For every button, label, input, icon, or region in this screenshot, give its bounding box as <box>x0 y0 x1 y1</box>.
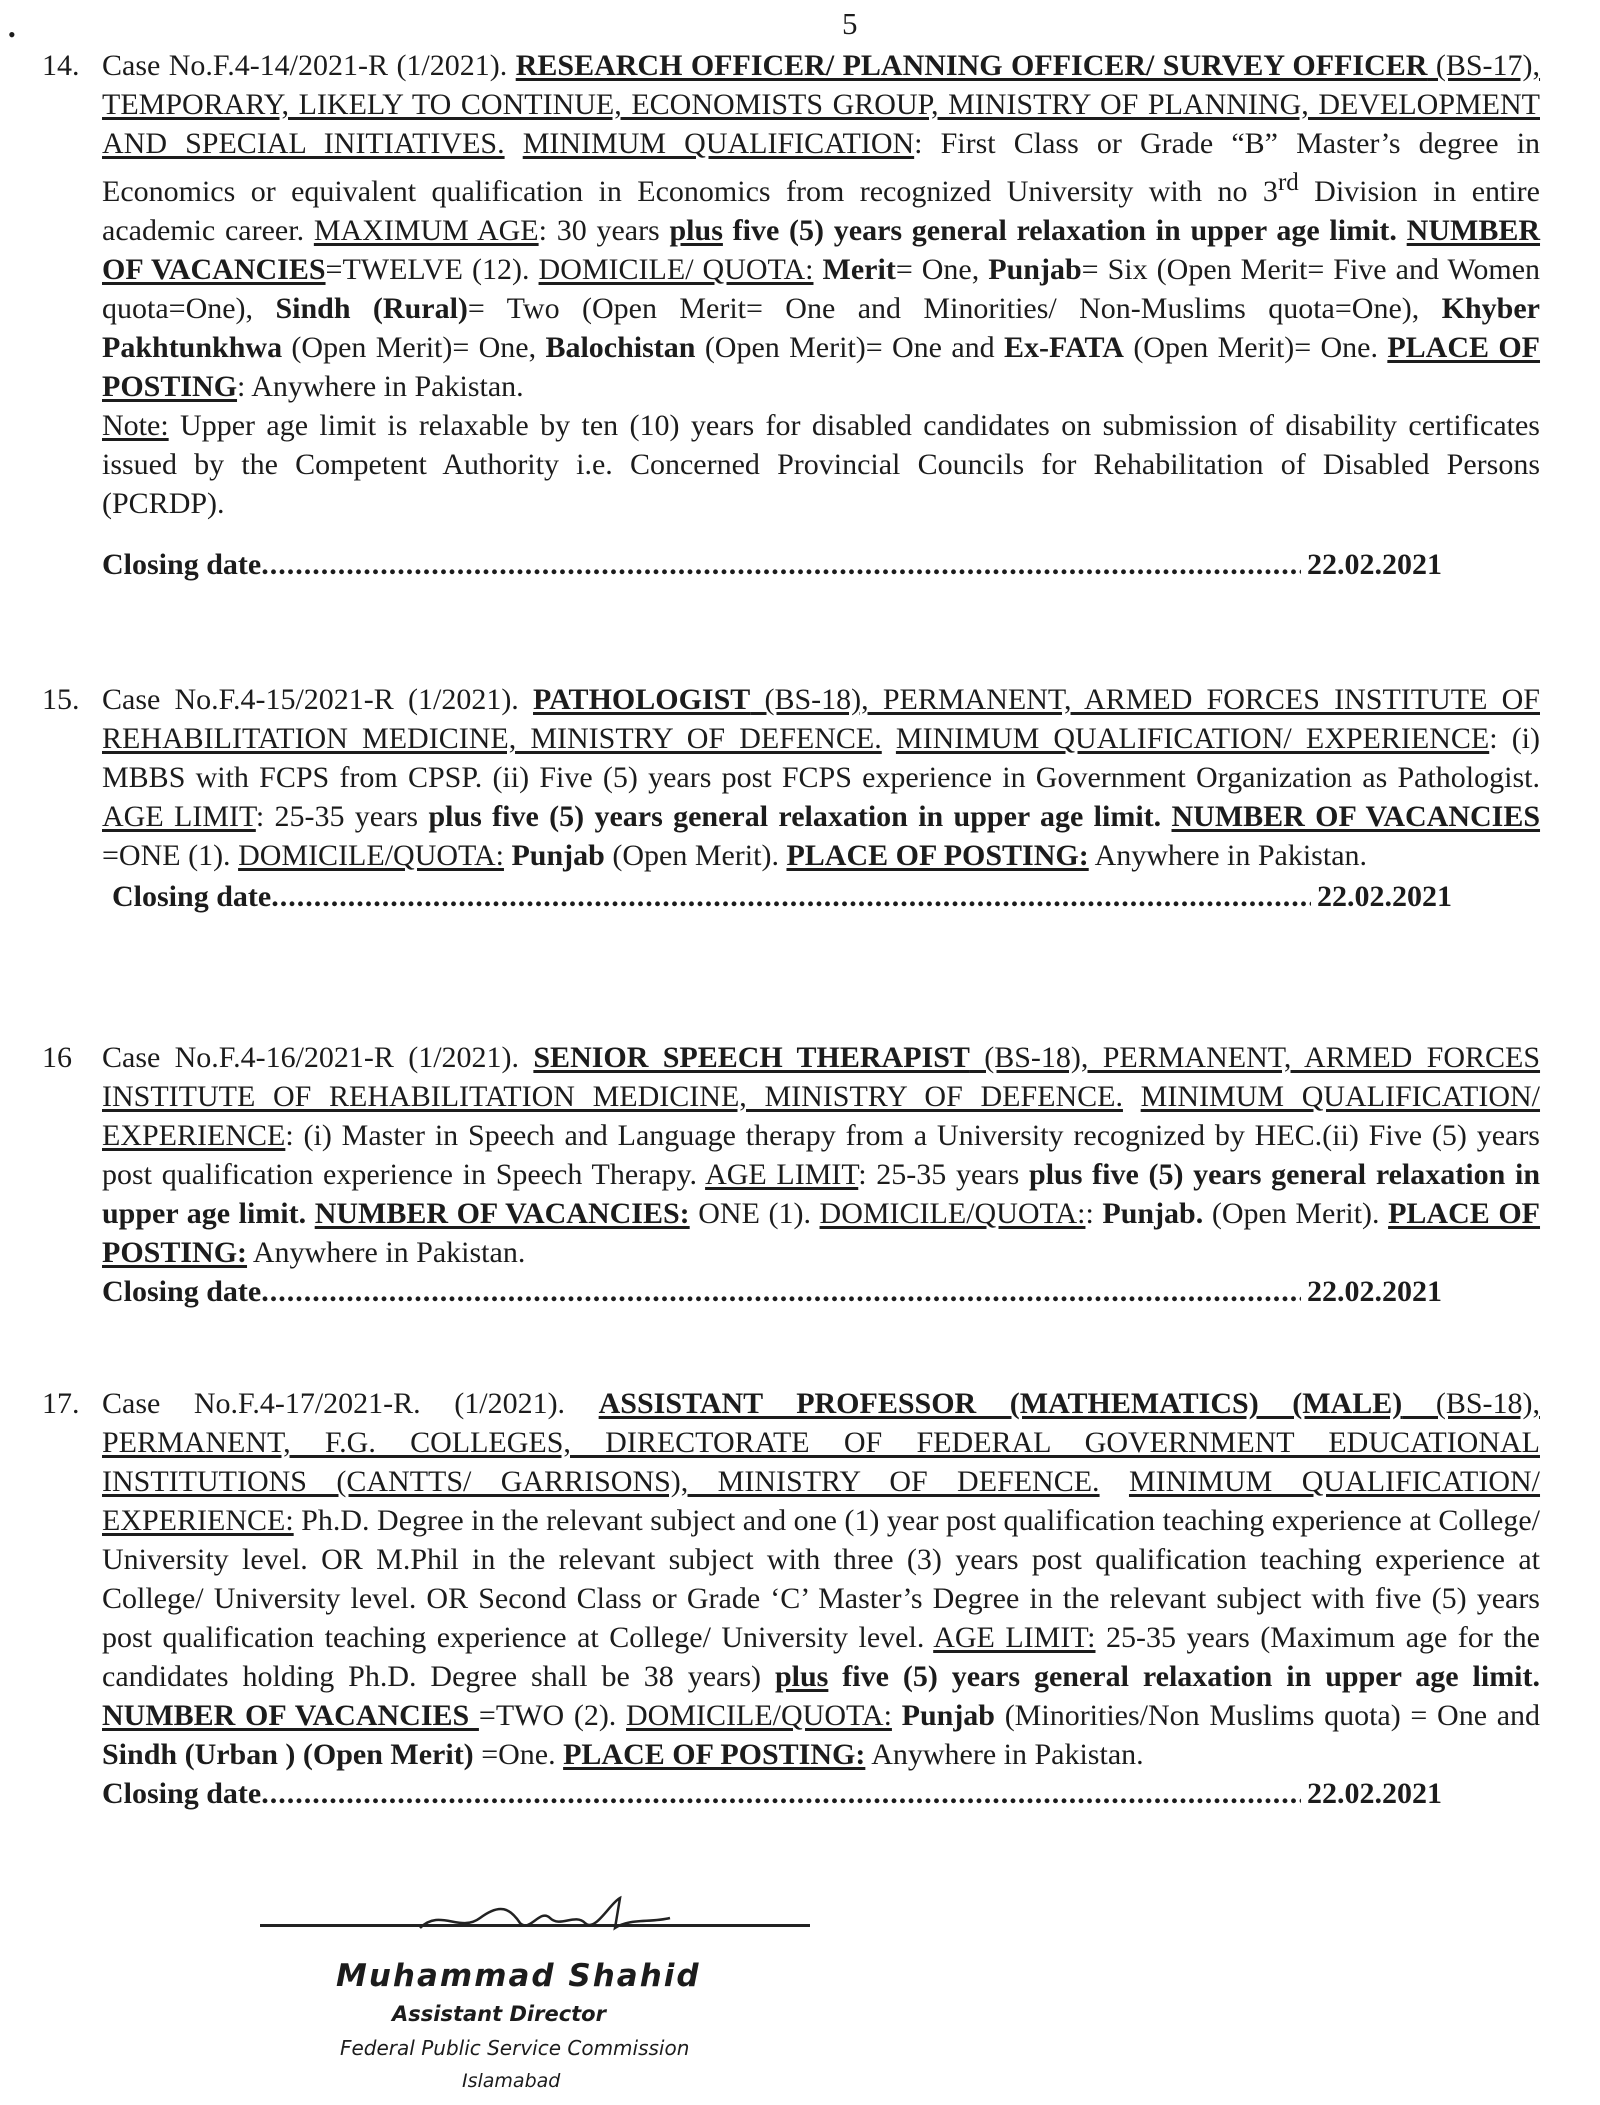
post-title: PATHOLOGIST <box>533 683 751 716</box>
case-number: 14. <box>42 49 80 82</box>
note-label: Note: <box>102 409 169 442</box>
post-details: (BS-18), PERMANENT, F.G. COLLEGES, DIRECTORATE OF FEDERAL GOVERNMENT EDUCATIONAL INSTITUTIONS (CANTTS/ GARRISONS), MINISTRY OF DEFENCE. <box>102 1387 1540 1498</box>
closing-date: 22.02.2021 <box>1307 1777 1442 1810</box>
domicile-label: DOMICILE/QUOTA: <box>819 1197 1086 1230</box>
age-label: AGE LIMIT <box>102 800 256 833</box>
age-label: MAXIMUM AGE <box>313 214 539 247</box>
signature-line <box>260 1924 810 1927</box>
case-number: 16 <box>42 1041 72 1074</box>
page-number: 5 <box>842 6 858 41</box>
case-ref: Case No.F.4-14/2021-R (1/2021). <box>102 49 508 82</box>
domicile-key: Khyber Pakhtunkhwa <box>102 292 1540 364</box>
signatory-name: Muhammad Shahid <box>336 1958 701 1994</box>
vacancies-text: =TWELVE (12). <box>325 253 530 286</box>
closing-date: 22.02.2021 <box>1317 880 1452 913</box>
plus-word: plus <box>669 214 723 247</box>
post-title: SENIOR SPEECH THERAPIST <box>533 1041 970 1074</box>
qual-label: MINIMUM QUALIFICATION/ EXPERIENCE: <box>102 1465 1541 1537</box>
closing-label: Closing date <box>102 1275 262 1308</box>
leader-dots <box>271 877 1311 916</box>
case-body: Case No.F.4-16/2021-R (1/2021). SENIOR SPEECH THERAPIST (BS-18), PERMANENT, ARMED FORCES INSTITUTE OF REHABILITATION MEDICINE, MINISTRY OF DEFENCE. MINIMUM QUALIFICATION/ EXPERIENCE: (i) Master in Speech and Language therapy from a University recognized by HEC.(ii) Five (5) years post qualification experience in Speech Therapy. AGE LIMIT: 25-35 years plus five (5) years general relaxation in upper age limit. NUMBER OF VACANCIES: ONE (1). DOMICILE/QUOTA:: Punjab. (Open Merit). PLACE OF POSTING: Anywhere in Pakistan. Closing date ..... 22.02.2021 <box>102 1038 1540 1311</box>
closing-date-row <box>102 1774 1442 1813</box>
case-ref: Case No.F.4-17/2021-R. (1/2021). <box>102 1387 566 1420</box>
qual-text: : (i) Master in Speech and Language therapy from a University recognized by HEC.(ii) Five (5) years post qualification experience in Speech Therapy. <box>102 1119 1540 1191</box>
leader-dots <box>261 1774 1301 1813</box>
relaxation-text: five (5) years general relaxation in upper age limit. <box>828 1660 1541 1693</box>
case-number: 17. <box>42 1387 80 1420</box>
post-details: (BS-17), TEMPORARY, LIKELY TO CONTINUE, ECONOMISTS GROUP, MINISTRY OF PLANNING, DEVELOPMENT AND SPECIAL INITIATIVES. <box>102 49 1541 160</box>
qual-label: MINIMUM QUALIFICATION/ EXPERIENCE <box>102 1080 1541 1152</box>
relaxation-text: five (5) years general relaxation in upper age limit. <box>102 1158 1541 1230</box>
post-details: (BS-18), PERMANENT, ARMED FORCES INSTITUTE OF REHABILITATION MEDICINE, MINISTRY OF DEFENCE. <box>102 683 1540 755</box>
signature-scrawl-icon <box>400 1888 700 1948</box>
post-title: ASSISTANT PROFESSOR (MATHEMATICS) (MALE) <box>598 1387 1403 1420</box>
domicile-key: Balochistan <box>545 331 696 364</box>
age-label: AGE LIMIT: <box>933 1621 1096 1654</box>
domicile-key: Sindh (Rural) <box>275 292 468 325</box>
case-ref: Case No.F.4-16/2021-R (1/2021). <box>102 1041 520 1074</box>
domicile-label: DOMICILE/QUOTA: <box>626 1699 892 1732</box>
domicile-value: (Minorities/Non Muslims quota) = One and <box>995 1699 1541 1732</box>
posting-text: Anywhere in Pakistan. <box>247 1236 526 1269</box>
domicile-value: (Open Merit)= One and <box>695 331 1004 364</box>
case-body <box>102 1384 1540 1813</box>
qual-text: Ph.D. Degree in the relevant subject and one (1) year post qualification teaching experience at College/ University level. OR M.Phil in the relevant subject with three (3) years post qualification teaching experience at College/ University level. OR Second Class or Grade ‘C’ Master’s Degree in the relevant subject with five (5) years post qualification teaching experience at College/ University level. <box>102 1504 1540 1654</box>
signatory-city: Islamabad <box>462 2070 561 2092</box>
case-body <box>102 46 1540 584</box>
age-text: 25-35 years (Maximum age for the candidates holding Ph.D. Degree shall be 38 years) <box>102 1621 1540 1693</box>
posting-text: Anywhere in Pakistan. <box>865 1738 1144 1771</box>
relaxation-text: five (5) years general relaxation in upper age limit. <box>481 800 1162 833</box>
note-text: Upper age limit is relaxable by ten (10) years for disabled candidates on submission of disability certificates issued by the Competent Authority i.e. Concerned Provincial Councils for Rehabilitation of Disabled Persons (PCRDP). <box>102 409 1540 520</box>
domicile-value: = One, <box>895 253 989 286</box>
closing-date-row <box>102 545 1442 584</box>
posting-label: PLACE OF POSTING: <box>563 1738 866 1771</box>
post-title: RESEARCH OFFICER/ PLANNING OFFICER/ SURVEY OFFICER <box>515 49 1428 82</box>
closing-label: Closing date <box>102 548 262 581</box>
plus-word: plus <box>428 800 482 833</box>
domicile-key: Punjab <box>901 1699 995 1732</box>
age-text: : 25-35 years <box>255 800 419 833</box>
case-ref: Case No.F.4-15/2021-R (1/2021). <box>102 683 519 716</box>
vacancies-label: NUMBER OF VACANCIES <box>1171 800 1541 833</box>
domicile-value: (Open Merit)= One, <box>282 331 546 364</box>
domicile-value: =One. <box>473 1738 556 1771</box>
qual-text: : (i) MBBS with FCPS from CPSP. (ii) Five (5) years post FCPS experience in Government Organization as Pathologist. <box>102 722 1541 794</box>
post-details: (BS-18), PERMANENT, ARMED FORCES INSTITUTE OF REHABILITATION MEDICINE, MINISTRY OF DEFENCE. <box>102 1041 1541 1113</box>
case-body <box>102 680 1540 916</box>
plus-word: plus <box>1029 1158 1083 1191</box>
domicile-key: Punjab <box>511 839 605 872</box>
closing-date: 22.02.2021 <box>1307 548 1442 581</box>
domicile-key: Punjab. <box>1102 1197 1204 1230</box>
posting-text: : Anywhere in Pakistan. <box>237 370 524 403</box>
signatory-title: Assistant Director <box>392 2002 606 2026</box>
domicile-label: DOMICILE/ QUOTA: <box>538 253 814 286</box>
age-label: AGE LIMIT <box>705 1158 859 1191</box>
signatory-organization: Federal Public Service Commission <box>340 2036 690 2060</box>
closing-date-row <box>102 1272 1442 1311</box>
vacancies-label: NUMBER OF VACANCIES: <box>314 1197 690 1230</box>
vacancies-label: NUMBER OF VACANCIES <box>102 214 1541 286</box>
closing-label: Closing date <box>112 880 272 913</box>
domicile-key: Ex-FATA <box>1003 331 1124 364</box>
relaxation-text: five (5) years general relaxation in upper age limit. <box>722 214 1397 247</box>
qual-label: MINIMUM QUALIFICATION/ EXPERIENCE <box>895 722 1490 755</box>
domicile-value: = Two (Open Merit= One and Minorities/ Non-Muslims quota=One), <box>467 292 1442 325</box>
domicile-key: Sindh (Urban ) (Open Merit) <box>102 1738 474 1771</box>
vacancies-label: NUMBER OF VACANCIES <box>102 1699 479 1732</box>
case-number: 15. <box>42 683 80 716</box>
domicile-value: (Open Merit). <box>1203 1197 1380 1230</box>
domicile-value: = Six (Open Merit= Five and Women quota=One), <box>102 253 1541 325</box>
posting-text: Anywhere in Pakistan. <box>1088 839 1368 872</box>
domicile-label: DOMICILE/QUOTA: <box>238 839 504 872</box>
posting-label: PLACE OF POSTING: <box>786 839 1089 872</box>
vacancies-text: ONE (1). <box>689 1197 811 1230</box>
age-text: : 30 years <box>538 214 660 247</box>
domicile-key: Merit <box>822 253 896 286</box>
posting-label: PLACE OF POSTING: <box>102 1197 1541 1269</box>
stray-mark: • <box>8 22 16 47</box>
qual-label: MINIMUM QUALIFICATION <box>522 127 915 160</box>
posting-label: PLACE OF POSTING <box>102 331 1541 403</box>
leader-dots <box>261 545 1301 584</box>
vacancies-text: =TWO (2). <box>478 1699 617 1732</box>
closing-date-row <box>102 877 1452 916</box>
age-text: : 25-35 years <box>858 1158 1020 1191</box>
leader-dots <box>261 1272 1301 1311</box>
closing-date: 22.02.2021 <box>1307 1275 1442 1308</box>
plus-word: plus <box>774 1660 829 1693</box>
vacancies-text: =ONE (1). <box>102 839 231 872</box>
domicile-value: (Open Merit). <box>604 839 779 872</box>
closing-label: Closing date <box>102 1777 262 1810</box>
qual-text: : First Class or Grade “B” Master’s degree in Economics or equivalent qualification in Economics from recognized University with no 3rd Division in entire academic career. <box>102 127 1541 247</box>
domicile-key: Punjab <box>988 253 1082 286</box>
domicile-value: (Open Merit)= One. <box>1123 331 1378 364</box>
